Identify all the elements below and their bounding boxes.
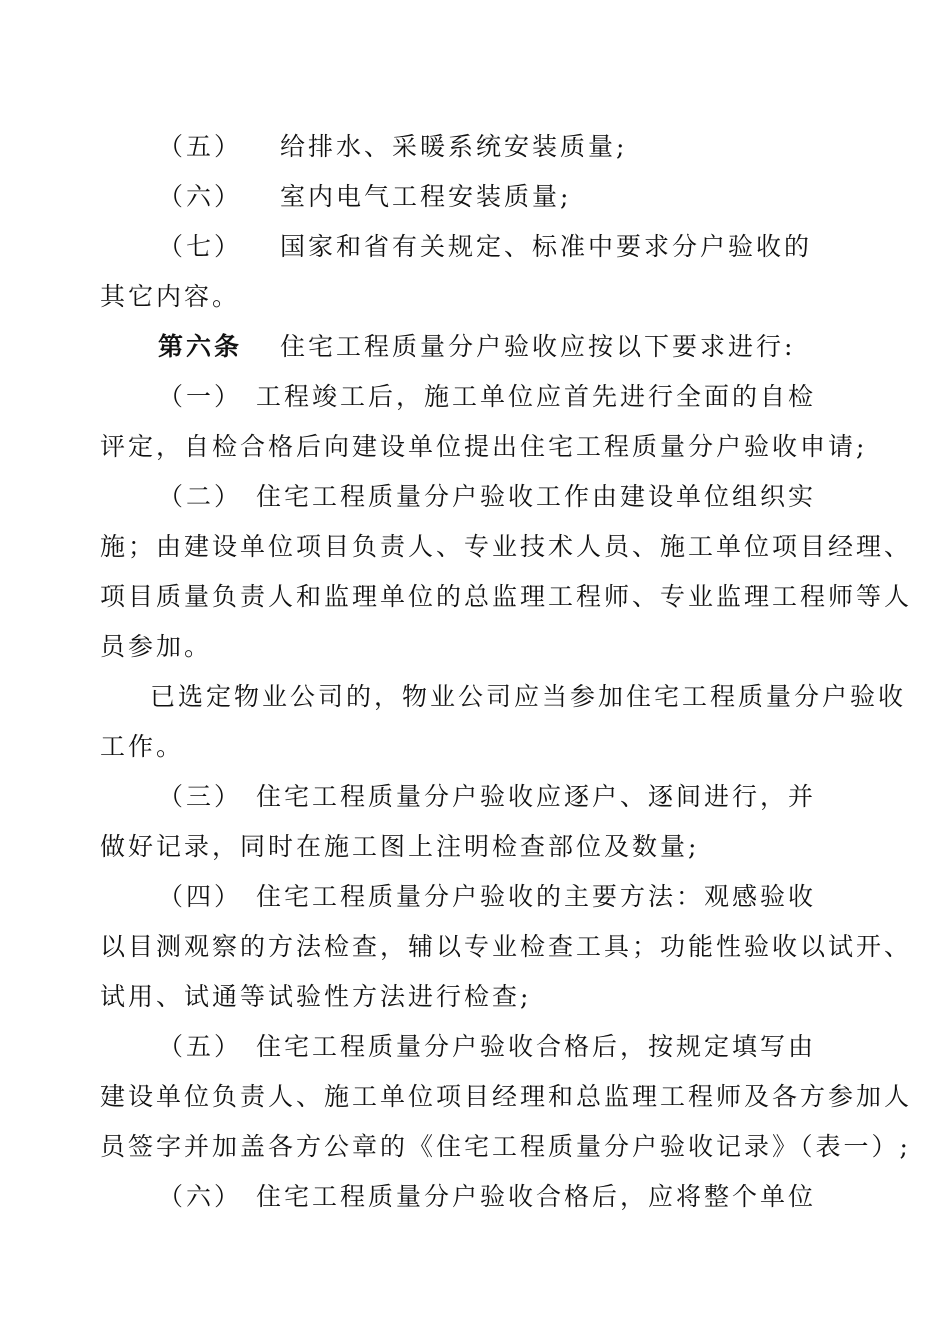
line-text: 住宅工程质量分户验收合格后，按规定填写由 xyxy=(256,1032,817,1061)
line-text: 员参加。 xyxy=(100,632,213,661)
line-text: 国家和省有关规定、标准中要求分户验收的 xyxy=(280,232,813,261)
line-text: 室内电气工程安装质量; xyxy=(280,182,572,211)
paragraph-line xyxy=(158,782,816,812)
line-text: 工作。 xyxy=(100,732,185,761)
line-text: 住宅工程质量分户验收合格后，应将整个单位 xyxy=(256,1182,817,1211)
paragraph-line xyxy=(100,632,212,662)
item-label: （二） xyxy=(158,482,243,511)
item-label: （三） xyxy=(158,782,243,811)
line-text: 项目质量负责人和监理单位的总监理工程师、专业监理工程师等人 xyxy=(100,582,913,611)
item-label: （五） xyxy=(158,132,243,161)
paragraph-line xyxy=(100,982,531,1012)
paragraph-line xyxy=(158,182,571,212)
paragraph-line xyxy=(158,882,816,912)
paragraph-line xyxy=(100,532,912,562)
article-heading-line xyxy=(158,332,795,362)
item-label: （一） xyxy=(158,382,243,411)
line-text: 住宅工程质量分户验收应逐户、逐间进行，并 xyxy=(256,782,817,811)
line-text: 住宅工程质量分户验收应按以下要求进行: xyxy=(280,332,796,361)
line-text: 住宅工程质量分户验收工作由建设单位组织实 xyxy=(256,482,817,511)
line-text: 员签字并加盖各方公章的《住宅工程质量分户验收记录》（表一）; xyxy=(100,1132,911,1161)
paragraph-line xyxy=(100,1082,912,1112)
line-text: 施；由建设单位项目负责人、专业技术人员、施工单位项目经理、 xyxy=(100,532,913,561)
article-label: 第六条 xyxy=(158,332,243,361)
paragraph-line xyxy=(158,382,816,412)
item-label: （四） xyxy=(158,882,243,911)
line-text: 建设单位负责人、施工单位项目经理和总监理工程师及各方参加人 xyxy=(100,1082,913,1111)
line-text: 工程竣工后，施工单位应首先进行全面的自检 xyxy=(256,382,817,411)
paragraph-line xyxy=(100,932,912,962)
item-label: （六） xyxy=(158,1182,243,1211)
item-label: （五） xyxy=(158,1032,243,1061)
paragraph-line xyxy=(150,682,906,712)
line-text: 住宅工程质量分户验收的主要方法：观感验收 xyxy=(256,882,817,911)
item-label: （六） xyxy=(158,182,243,211)
paragraph-line xyxy=(100,582,912,612)
paragraph-line xyxy=(158,482,816,512)
line-text: 评定，自检合格后向建设单位提出住宅工程质量分户验收申请; xyxy=(100,432,868,461)
line-text: 已选定物业公司的，物业公司应当参加住宅工程质量分户验收 xyxy=(150,682,907,711)
paragraph-line xyxy=(100,282,240,312)
paragraph-line xyxy=(100,432,867,462)
item-label: （七） xyxy=(158,232,243,261)
paragraph-line xyxy=(158,232,812,262)
paragraph-line xyxy=(100,1132,911,1162)
paragraph-line xyxy=(158,132,627,162)
line-text: 给排水、采暖系统安装质量; xyxy=(280,132,628,161)
paragraph-line xyxy=(100,732,184,762)
paragraph-line xyxy=(158,1182,816,1212)
paragraph-line xyxy=(158,1032,816,1062)
line-text: 以目测观察的方法检查，辅以专业检查工具；功能性验收以试开、 xyxy=(100,932,913,961)
line-text: 其它内容。 xyxy=(100,282,241,311)
line-text: 试用、试通等试验性方法进行检查; xyxy=(100,982,532,1011)
paragraph-line xyxy=(100,832,699,862)
line-text: 做好记录，同时在施工图上注明检查部位及数量; xyxy=(100,832,700,861)
